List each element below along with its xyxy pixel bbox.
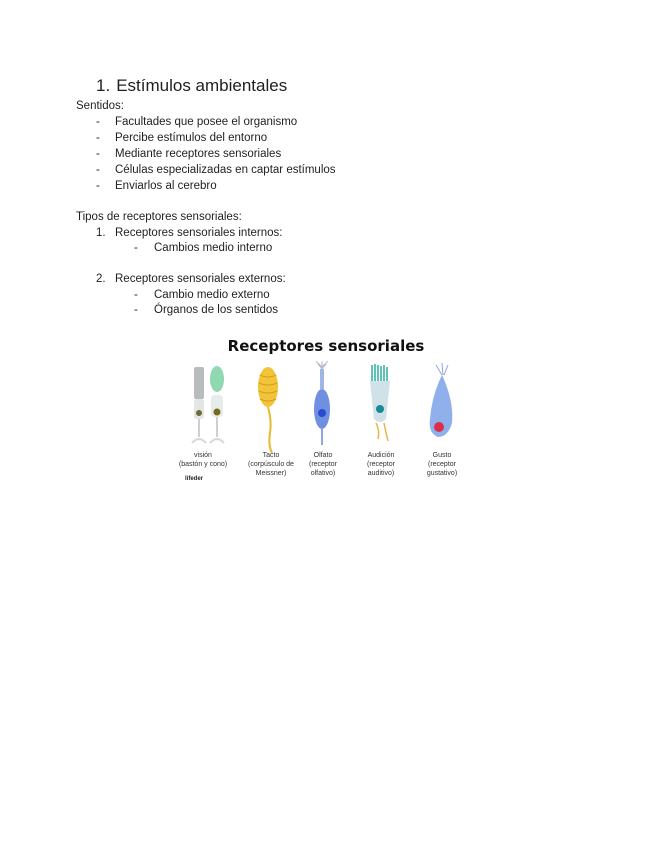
- list-item: Percibe estímulos del entorno: [115, 132, 268, 144]
- rod-cell-icon: [192, 367, 206, 443]
- group-title: Receptores sensoriales externos:: [115, 273, 286, 285]
- cone-cell-icon: [210, 366, 224, 443]
- lifeder-logo: lifeder: [185, 476, 204, 482]
- heading-number: 1.: [96, 76, 111, 95]
- section-heading: [96, 76, 287, 96]
- receptors-figure: [180, 333, 472, 493]
- bullet-dash: -: [96, 164, 100, 176]
- tipos-label: Tipos de receptores sensoriales:: [76, 211, 242, 223]
- list-item: Facultades que posee el organismo: [115, 116, 298, 128]
- list-item: Células especializadas en captar estímulos: [115, 164, 336, 176]
- list-item: Cambios medio interno: [154, 242, 273, 254]
- label-vision: visión (bastón y cono): [178, 452, 228, 468]
- bullet-dash: -: [134, 304, 138, 316]
- list-item: Mediante receptores sensoriales: [115, 148, 282, 160]
- sentidos-label: Sentidos:: [76, 100, 124, 112]
- label-gusto: Gusto (receptor gustativo): [426, 452, 458, 477]
- group-title: Receptores sensoriales internos:: [115, 227, 283, 239]
- gustatory-receptor-icon: [430, 363, 453, 437]
- auditory-receptor-icon: [370, 364, 390, 441]
- group-number: 1.: [96, 227, 106, 239]
- list-item: Órganos de los sentidos: [154, 304, 279, 316]
- bullet-dash: -: [96, 116, 100, 128]
- bullet-dash: -: [96, 148, 100, 160]
- list-item: Enviarlos al cerebro: [115, 180, 217, 192]
- figure-title: Receptores sensoriales: [227, 337, 425, 355]
- bullet-dash: -: [134, 289, 138, 301]
- label-audicion: Audición (receptor auditivo): [366, 452, 395, 477]
- list-item: Cambio medio externo: [154, 289, 270, 301]
- label-tacto: Tacto (corpúsculo de Meissner): [248, 452, 294, 477]
- heading-text: Estímulos ambientales: [116, 76, 288, 95]
- bullet-dash: -: [134, 242, 138, 254]
- label-olfato: Olfato (receptor olfativo): [308, 452, 337, 477]
- olfactory-receptor-icon: [314, 361, 330, 445]
- bullet-dash: -: [96, 132, 100, 144]
- bullet-dash: -: [96, 180, 100, 192]
- meissner-corpuscle-icon: [258, 367, 278, 453]
- group-number: 2.: [96, 273, 106, 285]
